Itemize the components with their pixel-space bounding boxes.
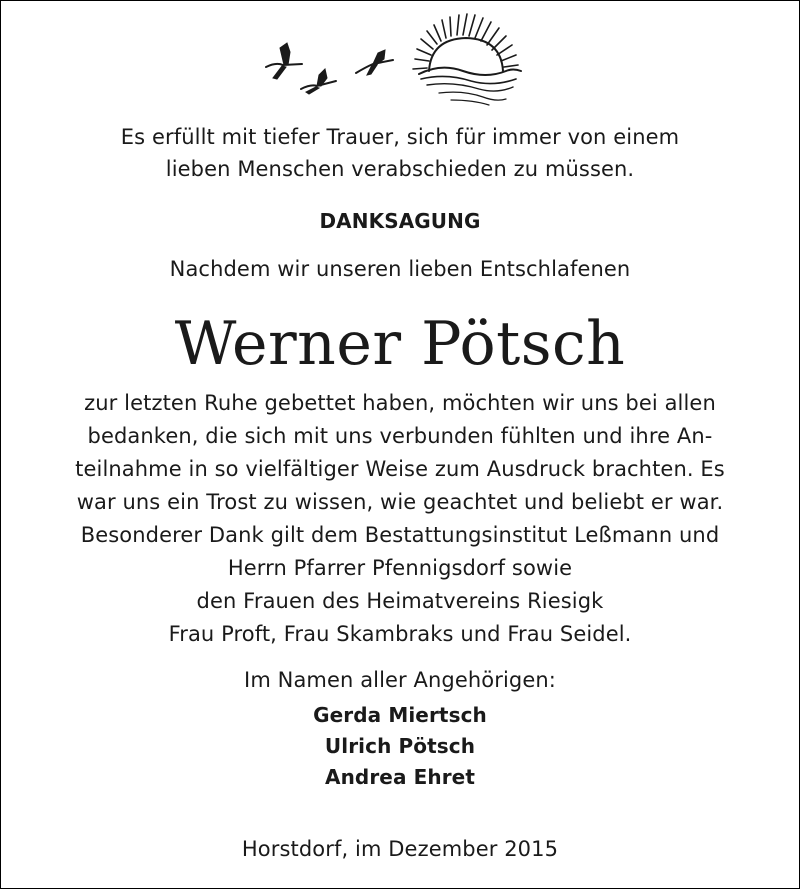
signatory-1: Gerda Miertsch [313, 703, 487, 727]
body-line-5: Besonderer Dank gilt dem Bestattungsinstitut Leßmann und [80, 523, 720, 547]
rising-sun-over-hills-icon [413, 14, 521, 105]
signoff: Im Namen aller Angehörigen: [244, 668, 556, 692]
heading: DANKSAGUNG [319, 209, 481, 233]
signatory-3: Andrea Ehret [324, 765, 475, 789]
intro-line-2: lieben Menschen verabschieden zu müssen. [165, 157, 635, 181]
body-line-1: zur letzten Ruhe gebettet haben, möchten wir uns bei allen [84, 391, 716, 415]
lead-in: Nachdem wir unseren lieben Entschlafenen [169, 257, 631, 281]
intro-line-1: Es erfüllt mit tiefer Trauer, sich für immer von einem [120, 125, 680, 149]
body-line-3: teilnahme in so vielfältiger Weise zum Ausdruck brachten. Es [75, 457, 725, 481]
signatory-2: Ulrich Pötsch [324, 734, 476, 758]
deceased-name: Werner Pötsch [174, 309, 626, 379]
body-line-7: den Frauen des Heimatvereins Riesigk [196, 589, 604, 613]
header-illustration [1, 1, 800, 116]
body-line-8: Frau Proft, Frau Skambraks und Frau Seidel. [168, 622, 632, 646]
body-line-4: war uns ein Trost zu wissen, wie geachtet und beliebt er war. [76, 490, 724, 514]
body-line-2: bedanken, die sich mit uns verbunden fühlten und ihre An- [87, 424, 713, 448]
body-line-6: Herrn Pfarrer Pfennigsdorf sowie [227, 556, 573, 580]
place-date: Horstdorf, im Dezember 2015 [241, 837, 559, 861]
flying-birds-icon [266, 43, 393, 94]
